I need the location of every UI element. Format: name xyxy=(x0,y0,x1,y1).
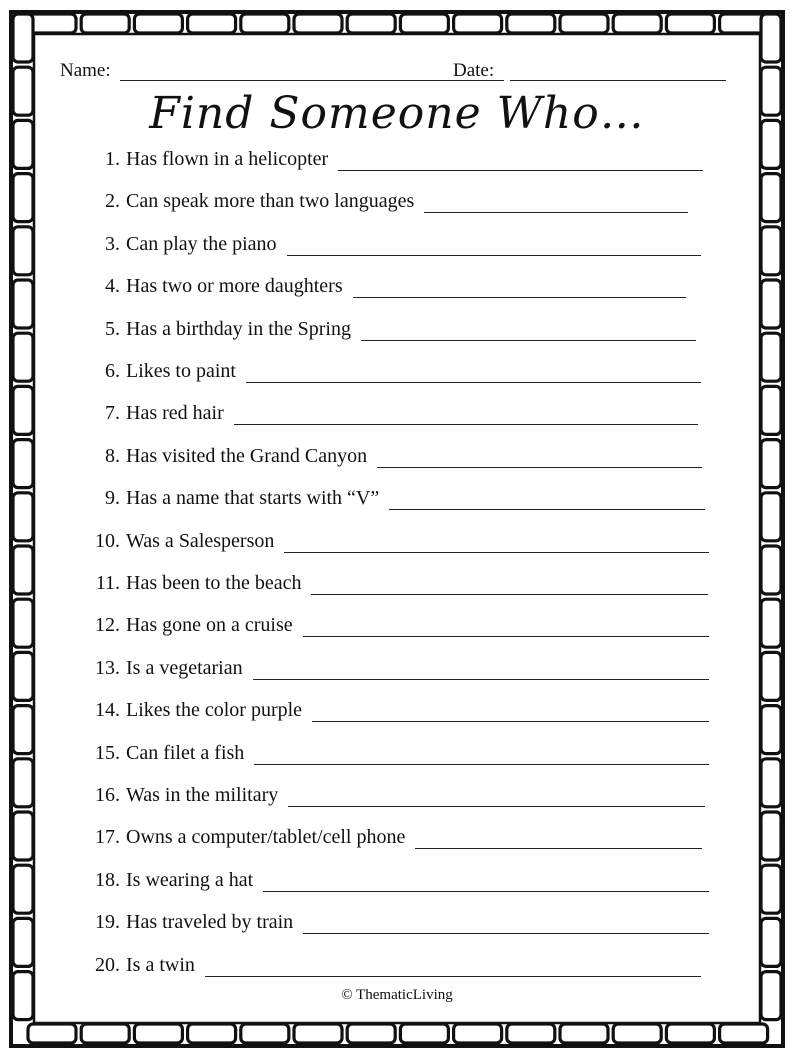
list-item xyxy=(84,653,714,683)
item-text: Is wearing a hat xyxy=(126,868,254,891)
list-item xyxy=(84,695,714,725)
list-item xyxy=(84,738,714,768)
item-number: 17. xyxy=(95,826,120,849)
list-item xyxy=(84,780,714,810)
item-number: 15. xyxy=(95,741,120,764)
item-answer-line[interactable] xyxy=(311,594,708,595)
item-number: 13. xyxy=(95,656,120,679)
list-item xyxy=(84,822,714,852)
name-date-row xyxy=(60,58,730,86)
item-number: 11. xyxy=(95,572,120,594)
list-item xyxy=(84,441,714,471)
item-number: 6. xyxy=(105,360,120,382)
item-text: Has been to the beach xyxy=(126,572,302,594)
item-text: Has flown in a helicopter xyxy=(126,148,329,170)
item-answer-line[interactable] xyxy=(287,255,701,256)
item-text: Has gone on a cruise xyxy=(126,614,293,637)
list-item xyxy=(84,950,714,980)
list-item xyxy=(84,907,714,937)
item-answer-line[interactable] xyxy=(415,848,702,849)
item-text: Is a twin xyxy=(126,953,195,976)
item-answer-line[interactable] xyxy=(288,806,705,807)
item-number: 4. xyxy=(105,275,120,298)
item-number: 3. xyxy=(105,232,120,255)
item-number: 7. xyxy=(105,402,120,425)
item-number: 9. xyxy=(105,487,120,510)
item-answer-line[interactable] xyxy=(205,976,701,977)
item-text: Can play the piano xyxy=(126,232,277,255)
item-number: 2. xyxy=(105,190,120,213)
item-text: Can speak more than two languages xyxy=(126,190,415,213)
item-answer-line[interactable] xyxy=(284,552,709,553)
item-answer-line[interactable] xyxy=(303,636,709,637)
item-text: Has traveled by train xyxy=(126,911,294,934)
name-blank-line[interactable] xyxy=(120,80,504,81)
item-text: Likes the color purple xyxy=(126,699,303,722)
copyright-footer: © ThematicLiving xyxy=(341,987,453,1003)
item-text: Has red hair xyxy=(126,402,224,425)
item-text: Has a name that starts with “V” xyxy=(126,487,380,510)
item-text: Likes to paint xyxy=(126,360,236,382)
item-answer-line[interactable] xyxy=(254,764,709,765)
item-number: 18. xyxy=(95,868,120,891)
item-answer-line[interactable] xyxy=(353,297,686,298)
item-number: 10. xyxy=(95,529,120,552)
item-text: Owns a computer/tablet/cell phone xyxy=(126,826,406,849)
item-number: 1. xyxy=(105,148,120,170)
name-label: Name: xyxy=(60,60,111,81)
list-item xyxy=(84,610,714,640)
date-blank-line[interactable] xyxy=(510,80,726,81)
date-label: Date: xyxy=(453,60,495,81)
item-number: 14. xyxy=(95,699,120,722)
list-item xyxy=(84,271,714,301)
list-item xyxy=(84,483,714,513)
item-answer-line[interactable] xyxy=(263,891,709,892)
list-item xyxy=(84,568,714,598)
item-text: Was in the military xyxy=(126,784,279,806)
item-answer-line[interactable] xyxy=(389,509,705,510)
item-answer-line[interactable] xyxy=(303,933,709,934)
item-number: 19. xyxy=(95,911,120,934)
list-item xyxy=(84,356,714,386)
item-text: Has two or more daughters xyxy=(126,275,343,298)
item-text: Has visited the Grand Canyon xyxy=(126,444,368,467)
item-text: Can filet a fish xyxy=(126,741,245,764)
list-item xyxy=(84,144,714,174)
item-number: 16. xyxy=(95,784,120,806)
item-answer-line[interactable] xyxy=(338,170,703,171)
list-item xyxy=(84,865,714,895)
item-answer-line[interactable] xyxy=(234,424,698,425)
item-answer-line[interactable] xyxy=(424,212,688,213)
item-answer-line[interactable] xyxy=(253,679,709,680)
list-item xyxy=(84,229,714,259)
page-title: Find Someone Who… xyxy=(149,88,645,139)
item-number: 5. xyxy=(105,317,120,340)
item-answer-line[interactable] xyxy=(312,721,709,722)
item-number: 8. xyxy=(105,444,120,467)
item-text: Is a vegetarian xyxy=(126,656,243,679)
list-item xyxy=(84,186,714,216)
item-number: 20. xyxy=(95,953,120,976)
list-item xyxy=(84,526,714,556)
list-item xyxy=(84,398,714,428)
item-text: Has a birthday in the Spring xyxy=(126,317,351,340)
item-text: Was a Salesperson xyxy=(126,529,275,552)
list-item xyxy=(84,314,714,344)
item-number: 12. xyxy=(95,614,120,637)
item-answer-line[interactable] xyxy=(246,382,701,383)
item-answer-line[interactable] xyxy=(377,467,702,468)
item-answer-line[interactable] xyxy=(361,340,696,341)
